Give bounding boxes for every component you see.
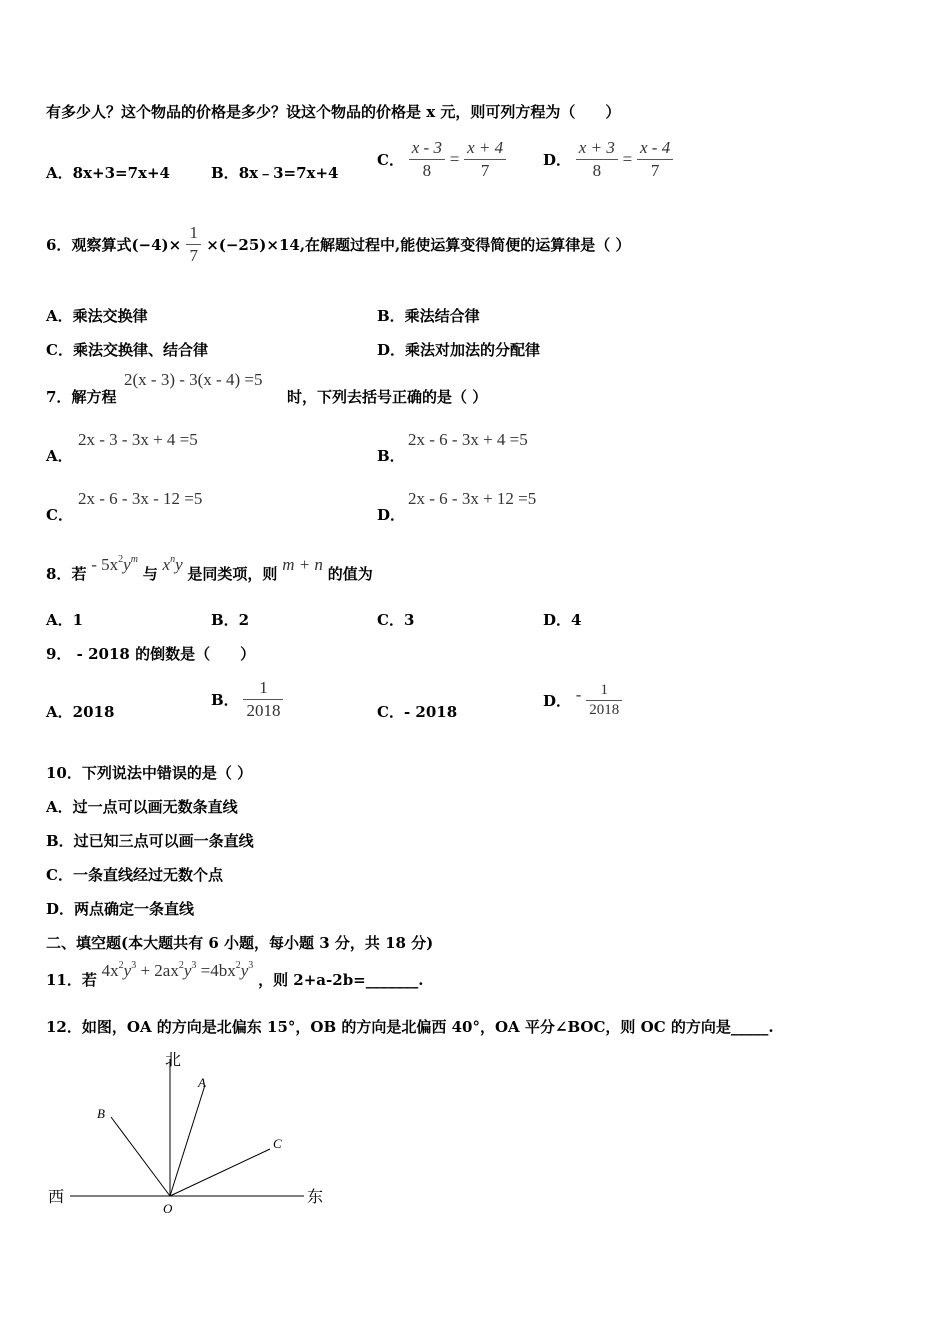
east-label: 东 <box>307 1187 324 1206</box>
point-o-label: O <box>163 1201 173 1216</box>
q11-equation: $4x^2y^3 + 2ax^2y^3 =4bx^2y^3$ <box>101 960 254 980</box>
q5-stem: 有多少人？这个物品的价格是多少？设这个物品的价格是 x 元，则可列方程为（ ） <box>46 103 621 121</box>
west-label: 西 <box>48 1187 65 1206</box>
option-text: 8x﹣3=7x+4 <box>238 164 339 182</box>
q5-option-c: C． $\frac{x - 3}{8}$ = $\frac{x + 4}{7}$ <box>377 137 506 182</box>
term-2: $x^ny$ <box>162 554 183 574</box>
q6-option-b: B．乘法结合律 <box>377 307 480 325</box>
q8-stem: 8．若 - $5x^2y^m$ 与 $x^ny$ 是同类项，则 m + n 的值为 <box>46 554 373 583</box>
compass-figure <box>40 1045 340 1225</box>
option-label: B． <box>211 691 239 709</box>
north-label: 北 <box>165 1050 182 1069</box>
fraction: $\frac{x + 4}{7}$ <box>464 137 506 182</box>
question-number: 6． <box>46 236 72 254</box>
q7-option-c-expr: 2x - 6 - 3x - 12 =5 <box>78 489 203 508</box>
q7-equation: 2(x - 3) - 3(x - 4) =5 <box>124 370 263 389</box>
section-heading: 二、填空题(本大题共有 6 小题，每小题 3 分，共 18 分) <box>46 934 434 952</box>
term-1: - $5x^2y^m$ <box>91 554 138 574</box>
q9-option-d: D． - $\frac{1}{2018}$ <box>543 681 622 720</box>
q12-stem: 12．如图，OA 的方向是北偏东 15°，OB 的方向是北偏西 40°，OA 平分∠BOC，则 OC 的方向是_____. <box>46 1018 774 1036</box>
fraction: $\frac{x - 3}{8}$ <box>409 137 445 182</box>
m-plus-n: m + n <box>282 555 323 574</box>
q7-option-d-label: D． <box>377 506 406 524</box>
fraction: $\frac{1}{7}$ <box>186 222 201 267</box>
q9-option-b <box>211 677 283 722</box>
q7-option-a-label: A． <box>46 447 73 465</box>
option-text: - 2018 <box>403 703 458 721</box>
option-text: 8x+3=7x+4 <box>72 164 170 182</box>
question-number: 7． <box>46 388 72 406</box>
q9-option-c <box>377 701 457 722</box>
point-a-label: A <box>198 1075 206 1090</box>
fraction: $\frac{x + 3}{8}$ <box>576 137 618 182</box>
option-label: A． <box>46 703 73 721</box>
q7-option-b-label: B． <box>377 447 405 465</box>
option-label: D． <box>543 151 572 169</box>
question-number: 8． <box>46 565 72 583</box>
fraction: $\frac{1}{2018}$ <box>586 681 622 720</box>
q7-option-c-label: C． <box>46 506 73 524</box>
question-number: 12． <box>46 1018 82 1036</box>
q5-option-d: D． $\frac{x + 3}{8}$ = $\frac{x - 4}{7}$ <box>543 137 673 182</box>
q8-option-c: C．3 <box>377 611 415 629</box>
q6-option-a: A．乘法交换律 <box>46 307 148 325</box>
q5-option-a <box>46 162 170 183</box>
q6-option-c: C．乘法交换律、结合律 <box>46 341 208 359</box>
point-c-label: C <box>273 1136 282 1151</box>
q8-option-d: D．4 <box>543 611 582 629</box>
q7-post: 时，下列去括号正确的是（ ） <box>287 388 488 406</box>
q8-option-a: A．1 <box>46 611 84 629</box>
q7-option-a-expr: 2x - 3 - 3x + 4 =5 <box>78 430 198 449</box>
option-text: 2018 <box>72 703 115 721</box>
q7-option-b-expr: 2x - 6 - 3x + 4 =5 <box>408 430 528 449</box>
fraction: $\frac{x - 4}{7}$ <box>637 137 673 182</box>
question-number: 11． <box>46 971 82 989</box>
option-label: B． <box>211 164 239 182</box>
option-label: C． <box>377 151 404 169</box>
q10-stem: 10．下列说法中错误的是（ ） <box>46 764 253 782</box>
fraction: $\frac{1}{2018}$ <box>243 677 283 722</box>
ray-ob <box>111 1117 170 1196</box>
q6-option-d: D．乘法对加法的分配律 <box>377 341 541 359</box>
q10-option-b: B．过已知三点可以画一条直线 <box>46 832 254 850</box>
q11-stem: 11．若 $4x^2y^3 + 2ax^2y^3 =4bx^2y^3$ ，则 2+a-2b=_______. <box>46 960 424 989</box>
q7-number-pre: 7．解方程 <box>46 388 117 406</box>
q10-option-c: C．一条直线经过无数个点 <box>46 866 223 884</box>
q9-stem: 9． - 2018 的倒数是（ ） <box>46 645 256 663</box>
q8-option-b: B．2 <box>211 611 250 629</box>
q9-option-a <box>46 701 114 722</box>
ray-oc <box>170 1149 270 1196</box>
q5-option-b <box>211 162 338 183</box>
point-b-label: B <box>97 1106 105 1121</box>
ray-oa <box>170 1085 205 1196</box>
q6-stem: 6．观察算式(−4)× $\frac{1}{7}$ ×(−25)×14,在解题过程中,能使运算变得简便的运算律是（ ） <box>46 223 631 265</box>
q7-option-d-expr: 2x - 6 - 3x + 12 =5 <box>408 489 537 508</box>
option-label: C． <box>377 703 404 721</box>
q10-option-a: A．过一点可以画无数条直线 <box>46 798 238 816</box>
option-label: D． <box>543 692 572 710</box>
option-label: A． <box>46 164 73 182</box>
q10-option-d: D．两点确定一条直线 <box>46 900 195 918</box>
